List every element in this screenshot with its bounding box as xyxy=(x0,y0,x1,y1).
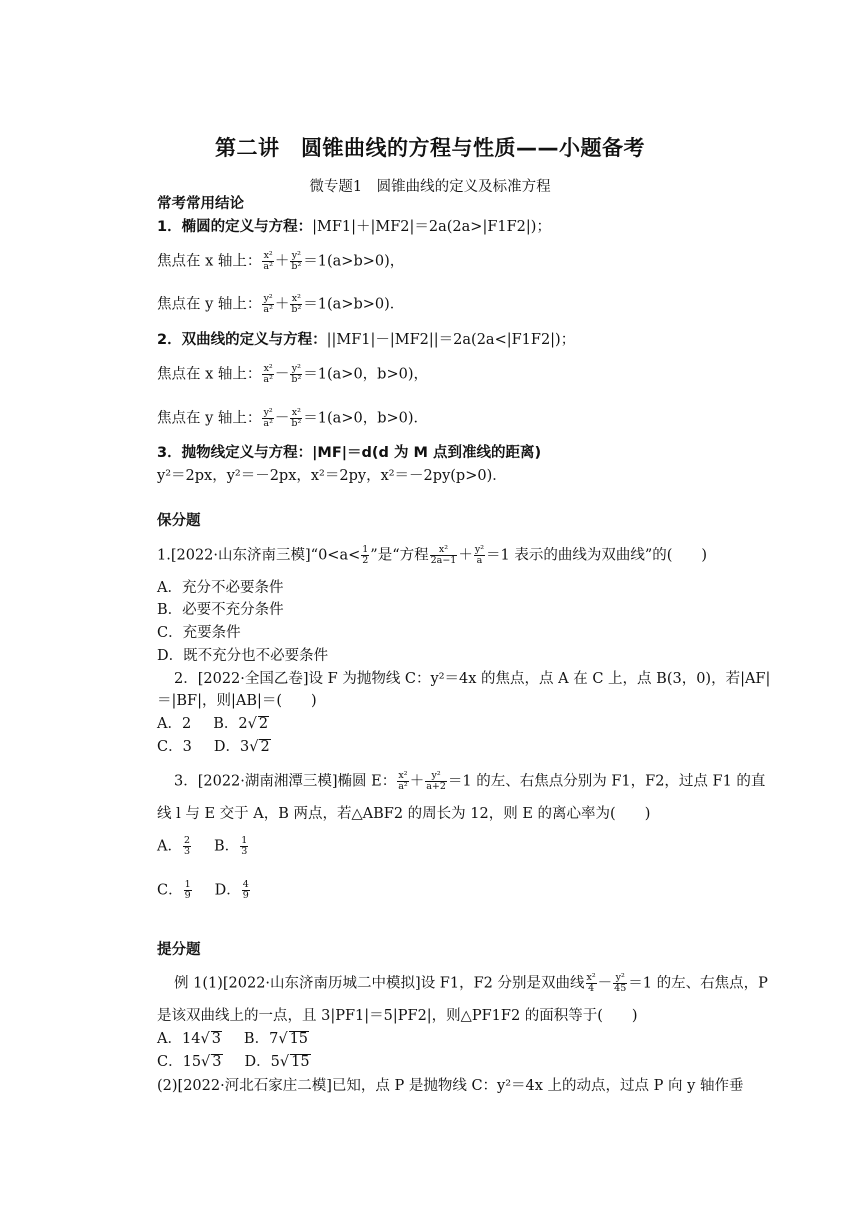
fraction: $\frac{\text{x²}}{\text{a²}}$ xyxy=(263,363,273,385)
sqrt-symbol: √ xyxy=(249,739,259,755)
fraction: $\frac{\text{y²}}{45}$ xyxy=(614,972,627,994)
sqrt-symbol: √ xyxy=(201,1054,211,1070)
question-3-line1: 3．[2022·湖南湘潭三模]椭圆 E： $\frac{\text{x²}}{\text{a²}}$ ＋ $\frac{\text{y²}}{a+2}$ ＝1 的左、右焦点分别为 F1，F2，过点 F1 的直 xyxy=(174,770,766,792)
fraction: $\frac{\text{y²}}{a}$ xyxy=(474,544,485,566)
fraction: $\frac{\text{y²}}{a+2}$ xyxy=(426,770,446,792)
example-1-line1: 例 1(1)[2022·山东济南历城二中模拟]设 F1，F2 分别是双曲线 $\frac{\text{x²}}{4}$ － $\frac{\text{y²}}{45}$ ＝1 的左、右焦点，P xyxy=(174,972,768,994)
example-1-line2: 是该双曲线上的一点，且 3|PF1|＝5|PF2|，则△PF1F2 的面积等于( ) xyxy=(157,1008,638,1024)
fraction: $\frac{\text{y²}}{\text{a²}}$ xyxy=(263,407,273,429)
fraction: $\frac{\text{y²}}{\text{b²}}$ xyxy=(291,250,302,272)
q3-options-ab: A． $\frac{2}{3}$ B． $\frac{1}{3}$ xyxy=(157,835,248,857)
ellipse-definition: 1．椭圆的定义与方程：|MF1|＋|MF2|＝2a(2a>|F1F2|)； xyxy=(157,219,551,235)
fraction: $\frac{\text{x²}}{\text{a²}}$ xyxy=(398,770,408,792)
question-2-line2: ＝|BF|，则|AB|＝( ) xyxy=(157,693,317,709)
q3-options-cd: C． $\frac{1}{9}$ D． $\frac{4}{9}$ xyxy=(157,879,249,901)
fraction: $\frac{\text{x²}}{2a-1}$ xyxy=(430,544,457,566)
sqrt-symbol: √ xyxy=(278,1031,288,1047)
fraction: $\frac{1}{9}$ xyxy=(184,879,191,901)
ex1-options-ab: A．14√ 3 B．7√ 15 xyxy=(157,1031,309,1047)
sqrt-symbol: √ xyxy=(200,1031,210,1047)
fraction: $\frac{\text{x²}}{\text{a²}}$ xyxy=(263,250,273,272)
ellipse-y-equation: 焦点在 y 轴上： $\frac{\text{y²}}{\text{a²}}$ ＋ $\frac{\text{x²}}{\text{b²}}$ ＝1(a>b>0)． xyxy=(157,293,405,315)
section-heading-advanced: 提分题 xyxy=(157,942,201,958)
fraction: $\frac{4}{9}$ xyxy=(242,879,249,901)
example-1-part2: (2)[2022·河北石家庄二模]已知，点 P 是抛物线 C：y²＝4x 上的动点，过点 P 向 y 轴作垂 xyxy=(157,1078,744,1094)
section-heading-basic: 保分题 xyxy=(157,513,201,529)
question-2-line1: 2．[2022·全国乙卷]设 F 为抛物线 C：y²＝4x 的焦点，点 A 在 C 上，点 B(3，0)，若|AF| xyxy=(174,671,771,687)
parabola-definition: 3．抛物线定义与方程：|MF|＝d(d 为 M 点到准线的距离) xyxy=(157,445,542,461)
ellipse-x-equation: 焦点在 x 轴上： $\frac{\text{x²}}{\text{a²}}$ ＋ $\frac{\text{y²}}{\text{b²}}$ ＝1(a>b>0)， xyxy=(157,250,405,272)
fraction: $\frac{\text{x²}}{4}$ xyxy=(586,972,596,994)
fraction: $\frac{\text{x²}}{\text{b²}}$ xyxy=(291,293,302,315)
q1-option-a: A．充分不必要条件 xyxy=(157,580,284,596)
q1-option-b: B．必要不充分条件 xyxy=(157,602,284,618)
hyperbola-x-equation: 焦点在 x 轴上： $\frac{\text{x²}}{\text{a²}}$ － $\frac{\text{y²}}{\text{b²}}$ ＝1(a>0，b>0)， xyxy=(157,363,428,385)
ex1-options-cd: C．15√ 3 D．5√ 15 xyxy=(157,1054,310,1070)
hyperbola-definition: 2．双曲线的定义与方程：||MF1|－|MF2||＝2a(2a<|F1F2|)； xyxy=(157,332,576,348)
fraction: $\frac{\text{y²}}{\text{b²}}$ xyxy=(291,363,302,385)
q2-options-cd: C．3 D．3√ 2 xyxy=(157,739,270,755)
question-3-line2: 线 l 与 E 交于 A，B 两点，若△ABF2 的周长为 12，则 E 的离心率为( ) xyxy=(157,806,651,822)
sqrt-symbol: √ xyxy=(247,716,257,732)
sqrt-symbol: √ xyxy=(279,1054,290,1070)
page-title: 第二讲 圆锥曲线的方程与性质——小题备考 xyxy=(215,136,645,160)
section-heading-conclusions: 常考常用结论 xyxy=(157,196,244,212)
fraction: $\frac{\text{y²}}{\text{a²}}$ xyxy=(263,293,273,315)
hyperbola-y-equation: 焦点在 y 轴上： $\frac{\text{y²}}{\text{a²}}$ － $\frac{\text{x²}}{\text{b²}}$ ＝1(a>0，b>0)． xyxy=(157,407,429,429)
fraction: $\frac{2}{3}$ xyxy=(183,835,191,857)
subtitle: 微专题1 圆锥曲线的定义及标准方程 xyxy=(309,179,551,195)
question-1: 1.[2022·山东济南三模]“0<a< $\frac{1}{2}$ ”是“方程 $\frac{\text{x²}}{2a-1}$ ＋ $\frac{\text{y²}}{a}$ ＝1 表示的曲线为双曲线”的( ) xyxy=(157,544,708,566)
fraction: $\frac{1}{2}$ xyxy=(362,544,369,566)
q1-option-c: C．充要条件 xyxy=(157,625,241,641)
q2-options-ab: A．2 B．2√ 2 xyxy=(157,716,269,732)
q1-option-d: D．既不充分也不必要条件 xyxy=(157,648,329,664)
fraction: $\frac{\text{x²}}{\text{b²}}$ xyxy=(291,407,302,429)
fraction: $\frac{1}{3}$ xyxy=(241,835,248,857)
parabola-equations: y²＝2px，y²＝－2px，x²＝2py，x²＝－2py(p>0)． xyxy=(157,468,507,484)
